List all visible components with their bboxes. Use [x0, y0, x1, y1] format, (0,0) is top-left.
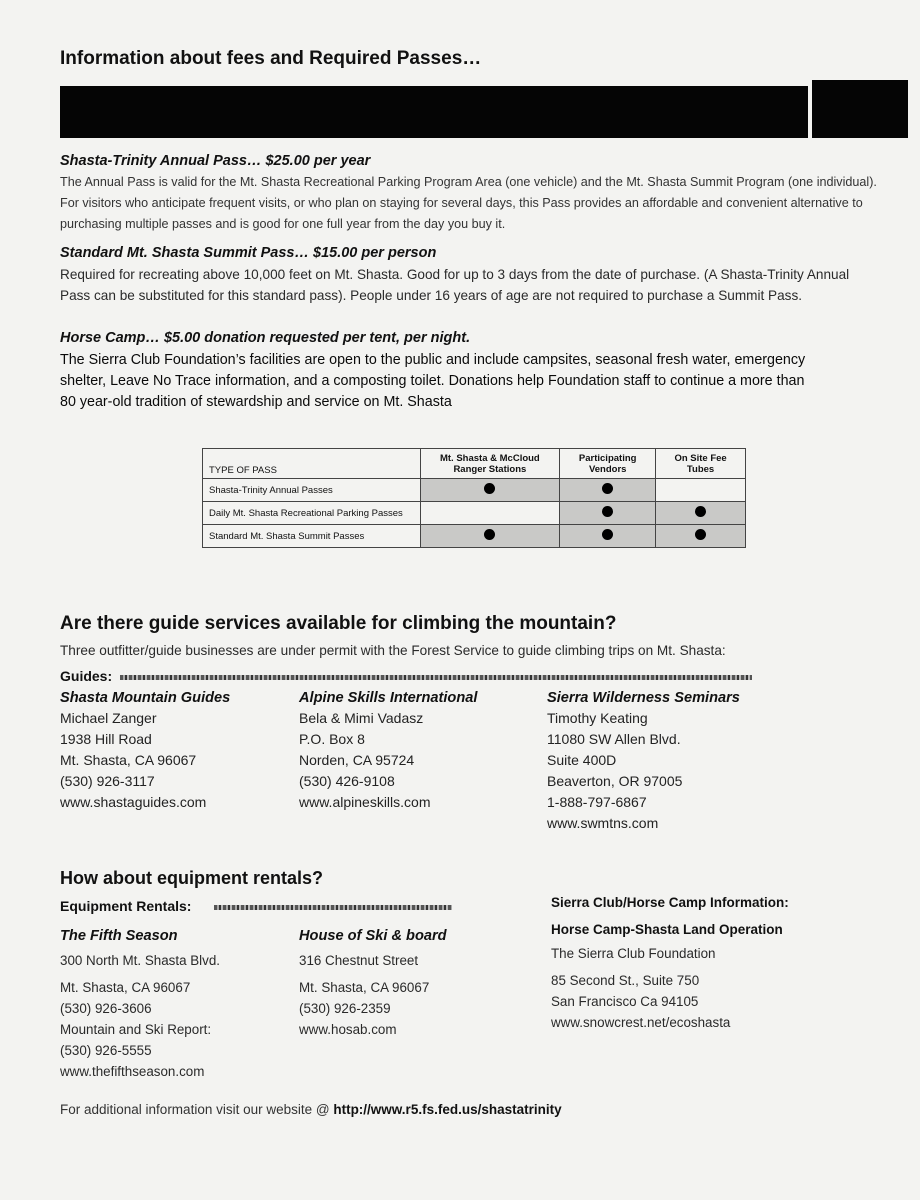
guides-label: Guides:: [60, 668, 113, 684]
horse-line: shelter, Leave No Trace information, and a composting toilet. Donations help Foundation staff to continue a more than: [60, 373, 805, 389]
footer: [60, 1102, 562, 1117]
contact-line: San Francisco Ca 94105: [551, 994, 699, 1009]
available-dot: [602, 529, 613, 540]
contact-line: Bela & Mimi Vadasz: [299, 710, 424, 726]
horse-camp-operation-heading: Horse Camp-Shasta Land Operation: [551, 922, 783, 937]
contact-line: The Sierra Club Foundation: [551, 946, 716, 961]
redaction-bar-right: [812, 80, 908, 138]
pass-name: Daily Mt. Shasta Recreational Parking Passes: [203, 502, 421, 525]
website-link[interactable]: www.shastaguides.com: [60, 794, 207, 810]
rental-store-2: [299, 928, 539, 1040]
annual-line: purchasing multiple passes and is good for one full year from the day you buy it.: [60, 217, 506, 231]
contact-line: 1938 Hill Road: [60, 731, 152, 747]
availability-cell: [560, 525, 656, 548]
available-dot: [695, 506, 706, 517]
rentals-label: Equipment Rentals:: [60, 898, 192, 914]
website-link[interactable]: www.swmtns.com: [547, 815, 659, 831]
annual-line: The Annual Pass is valid for the Mt. Shasta Recreational Parking Program Area (one vehicle) and the Mt. Shasta Summit Program (one individual).: [60, 175, 877, 189]
table-header: On Site Fee Tubes: [656, 449, 746, 479]
phone-number: (530) 926-3606: [60, 1001, 152, 1016]
availability-cell: [560, 479, 656, 502]
horse-camp-title: Horse Camp… $5.00 donation requested per tent, per night.: [60, 330, 471, 346]
pass-name: Standard Mt. Shasta Summit Passes: [203, 525, 421, 548]
contact-line: Mountain and Ski Report:: [60, 1022, 212, 1037]
phone-number: 1-888-797-6867: [547, 794, 647, 810]
guides-heading: Are there guide services available for climbing the mountain?: [60, 613, 617, 634]
company-name: Sierra Wilderness Seminars: [547, 690, 740, 706]
availability-cell: [656, 479, 746, 502]
contact-line: Mt. Shasta, CA 96067: [60, 752, 197, 768]
store-name: The Fifth Season: [60, 928, 178, 944]
sierra-club-info: [551, 895, 891, 1033]
contact-line: 316 Chestnut Street: [299, 953, 419, 968]
company-name: Shasta Mountain Guides: [60, 690, 231, 706]
availability-cell: [656, 525, 746, 548]
rental-store-1: [60, 928, 290, 1082]
availability-cell: [420, 502, 560, 525]
table-header: Mt. Shasta & McCloud Ranger Stations: [420, 449, 560, 479]
phone-number: (530) 926-5555: [60, 1043, 152, 1058]
summit-pass-description: [60, 264, 910, 306]
phone-number: (530) 426-9108: [299, 773, 395, 789]
sierra-club-heading: Sierra Club/Horse Camp Information:: [551, 895, 789, 910]
contact-line: Norden, CA 95724: [299, 752, 415, 768]
contact-line: Timothy Keating: [547, 710, 648, 726]
table-row: [203, 479, 746, 502]
annual-pass-description: [60, 172, 910, 235]
guides-intro: Three outfitter/guide businesses are under permit with the Forest Service to guide climbing trips on Mt. Shasta:: [60, 643, 726, 658]
guide-company-2: [299, 690, 539, 813]
contact-line: 300 North Mt. Shasta Blvd.: [60, 953, 221, 968]
contact-line: Mt. Shasta, CA 96067: [299, 980, 430, 995]
annual-line: For visitors who anticipate frequent visits, or who plan on staying for several days, this Pass provides an affordable and convenient alternative to: [60, 196, 863, 210]
availability-cell: [420, 479, 560, 502]
pass-availability-table: [202, 448, 746, 548]
rentals-heading: How about equipment rentals?: [60, 868, 324, 888]
table-header: TYPE OF PASS: [203, 449, 421, 479]
contact-line: Beaverton, OR 97005: [547, 773, 683, 789]
phone-number: (530) 926-3117: [60, 773, 155, 789]
company-name: Alpine Skills International: [299, 690, 478, 706]
available-dot: [484, 529, 495, 540]
contact-line: Mt. Shasta, CA 96067: [60, 980, 191, 995]
availability-cell: [420, 525, 560, 548]
contact-line: 11080 SW Allen Blvd.: [547, 731, 681, 747]
contact-line: Michael Zanger: [60, 710, 157, 726]
summit-line: Required for recreating above 10,000 feet on Mt. Shasta. Good for up to 3 days from the date of purchase. (A Shasta-Trinity Annual: [60, 267, 850, 282]
availability-cell: [656, 502, 746, 525]
guides-divider: [120, 675, 752, 680]
table-row: [203, 502, 746, 525]
guide-company-1: [60, 690, 290, 813]
pass-name: Shasta-Trinity Annual Passes: [203, 479, 421, 502]
available-dot: [695, 529, 706, 540]
phone-number: (530) 926-2359: [299, 1001, 391, 1016]
horse-camp-description: [60, 350, 910, 413]
availability-cell: [560, 502, 656, 525]
available-dot: [602, 483, 613, 494]
fees-heading: Information about fees and Required Passes…: [60, 48, 482, 69]
contact-line: P.O. Box 8: [299, 731, 365, 747]
annual-pass-title: Shasta-Trinity Annual Pass… $25.00 per year: [60, 153, 371, 169]
redaction-bar: [60, 86, 808, 138]
horse-line: 80 year-old tradition of stewardship and service on Mt. Shasta: [60, 394, 452, 410]
contact-line: Suite 400D: [547, 752, 617, 768]
website-link[interactable]: www.snowcrest.net/ecoshasta: [551, 1015, 731, 1030]
footer-text: For additional information visit our website @: [60, 1102, 334, 1117]
horse-line: The Sierra Club Foundation’s facilities are open to the public and include campsites, seasonal fresh water, emergency: [60, 352, 806, 368]
rentals-divider: [214, 905, 452, 910]
summit-line: Pass can be substituted for this standard pass). People under 16 years of age are not required to purchase a Summit Pass.: [60, 288, 803, 303]
available-dot: [484, 483, 495, 494]
store-name: House of Ski & board: [299, 928, 447, 944]
contact-line: 85 Second St., Suite 750: [551, 973, 700, 988]
table-row: [203, 525, 746, 548]
summit-pass-title: Standard Mt. Shasta Summit Pass… $15.00 per person: [60, 245, 437, 261]
website-link[interactable]: www.thefifthseason.com: [60, 1064, 205, 1079]
available-dot: [602, 506, 613, 517]
website-link[interactable]: www.alpineskills.com: [299, 794, 431, 810]
website-link[interactable]: www.hosab.com: [299, 1022, 397, 1037]
guide-company-3: [547, 690, 787, 834]
footer-url-link[interactable]: http://www.r5.fs.fed.us/shastatrinity: [333, 1102, 562, 1117]
table-header: Participating Vendors: [560, 449, 656, 479]
